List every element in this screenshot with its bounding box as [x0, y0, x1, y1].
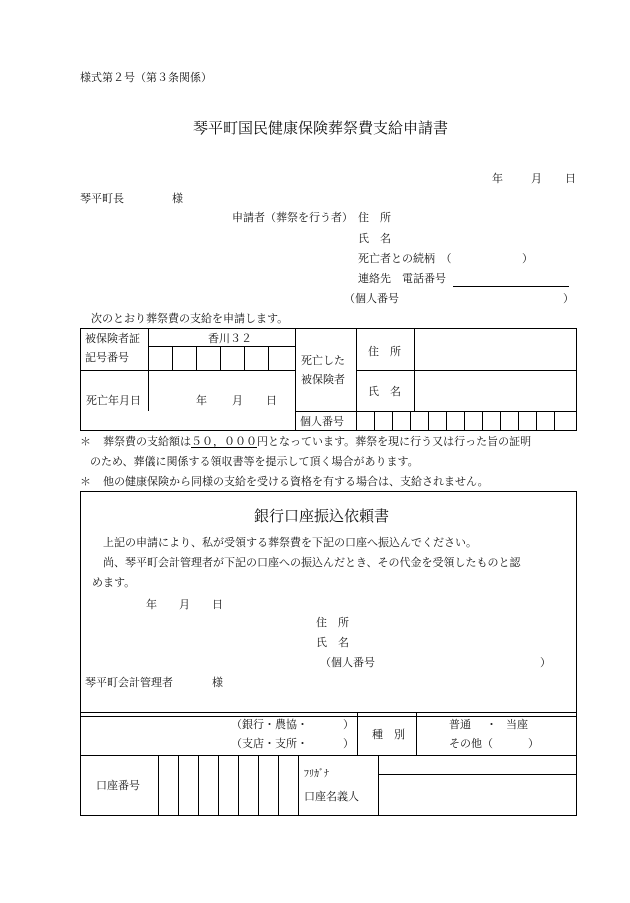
- kind-other[interactable]: その他（: [449, 737, 493, 750]
- bank-addressee: 琴平町会計管理者: [85, 676, 173, 689]
- bank-name-label: 氏 名: [316, 636, 349, 649]
- bank-name-field[interactable]: [82, 713, 222, 754]
- death-day-label: 日: [266, 394, 277, 407]
- bank-personal-number-close: ）: [540, 656, 551, 669]
- applicant-label: 申請者（葬祭を行う者）: [232, 211, 353, 224]
- deceased-address-field[interactable]: [415, 329, 576, 369]
- kind-dot: ・: [486, 718, 497, 731]
- bank-address-label: 住 所: [316, 616, 349, 629]
- request-text: 次のとおり葬祭費の支給を申請します。: [91, 312, 289, 325]
- contact-phone-label: 連絡先 電話番号: [358, 272, 446, 285]
- branch-type-close: ）: [343, 737, 354, 750]
- applicant-personal-number-close: ）: [563, 292, 574, 305]
- note1-amount: ５０，０００: [191, 435, 257, 448]
- bank-type-close: ）: [343, 718, 354, 731]
- death-month-label: 月: [232, 394, 243, 407]
- account-kind-label: 種 別: [372, 728, 405, 741]
- deceased-label-1: 死亡した: [301, 354, 345, 367]
- note2-mark: ＊: [80, 475, 91, 488]
- date-month-label: 月: [531, 172, 542, 185]
- bank-para1: 上記の申請により、私が受領する葬祭費を下記の口座へ振込んでください。: [103, 536, 477, 549]
- deceased-personal-number-label: 個人番号: [300, 415, 344, 428]
- addressee: 琴平町長: [80, 192, 124, 205]
- note1: [103, 436, 531, 448]
- addressee-honorific: 様: [172, 192, 183, 205]
- deceased-label-2: 被保険者: [301, 373, 345, 386]
- kind-futsu[interactable]: 普通: [449, 718, 471, 731]
- deceased-name-field[interactable]: [415, 371, 576, 410]
- note1-mark: ＊: [80, 435, 91, 448]
- furigana-label: ﾌﾘｶﾞﾅ: [304, 769, 329, 780]
- note1-line2: のため、葬儀に関係する領収書等を提示して頂く場合があります。: [90, 455, 419, 468]
- applicant-address-label: 住 所: [358, 211, 391, 224]
- account-holder-label: 口座名義人: [304, 790, 359, 803]
- note1-post: 円となっています。葬祭を現に行う又は行った旨の証明: [257, 435, 532, 448]
- furigana-field[interactable]: [379, 756, 576, 773]
- date-day-label: 日: [565, 172, 576, 185]
- account-number-label: 口座番号: [96, 779, 140, 792]
- death-date-label: 死亡年月日: [86, 394, 141, 407]
- relation-close: ）: [522, 252, 533, 265]
- bank-addressee-honorific: 様: [212, 676, 223, 689]
- bank-para2-line1: 尚、琴平町会計管理者が下記の口座への振込んだとき、その代金を受領したものと認: [103, 556, 521, 569]
- bank-type-label: （銀行・農協・: [231, 718, 308, 731]
- kind-toza[interactable]: 当座: [506, 718, 528, 731]
- deceased-address-label: 住 所: [368, 345, 401, 358]
- applicant-name-label: 氏 名: [358, 232, 391, 245]
- form-number: 様式第２号（第３条関係）: [80, 71, 212, 84]
- bank-title: 銀行口座振込依頼書: [254, 507, 390, 525]
- kind-other-close: ）: [528, 737, 539, 750]
- relation-label: 死亡者との続柄 （: [358, 252, 452, 265]
- bank-para2-line2: めます。: [92, 576, 136, 589]
- date-year-label: 年: [492, 172, 503, 185]
- page-title: 琴平町国民健康保険葬祭費支給申請書: [193, 119, 449, 137]
- card-symbol: 香川３２: [208, 332, 252, 345]
- bank-personal-number-label: （個人番号: [320, 656, 375, 669]
- note2: 他の健康保険から同様の支給を受ける資格を有する場合は、支給されません。: [103, 475, 489, 488]
- insured-card-label-1: 被保険者証: [85, 332, 140, 345]
- bank-date-day: 日: [212, 598, 223, 611]
- deceased-name-label: 氏 名: [368, 385, 401, 398]
- death-year-label: 年: [196, 394, 207, 407]
- note1-pre: 葬祭費の支給額は: [103, 435, 191, 448]
- account-holder-field[interactable]: [379, 775, 576, 815]
- applicant-personal-number-label: （個人番号: [344, 292, 399, 305]
- bank-date-year: 年: [146, 598, 157, 611]
- phone-underline[interactable]: [453, 286, 569, 287]
- bank-date-month: 月: [179, 598, 190, 611]
- insured-card-label-2: 記号番号: [85, 351, 129, 364]
- branch-type-label: （支店・支所・: [231, 737, 308, 750]
